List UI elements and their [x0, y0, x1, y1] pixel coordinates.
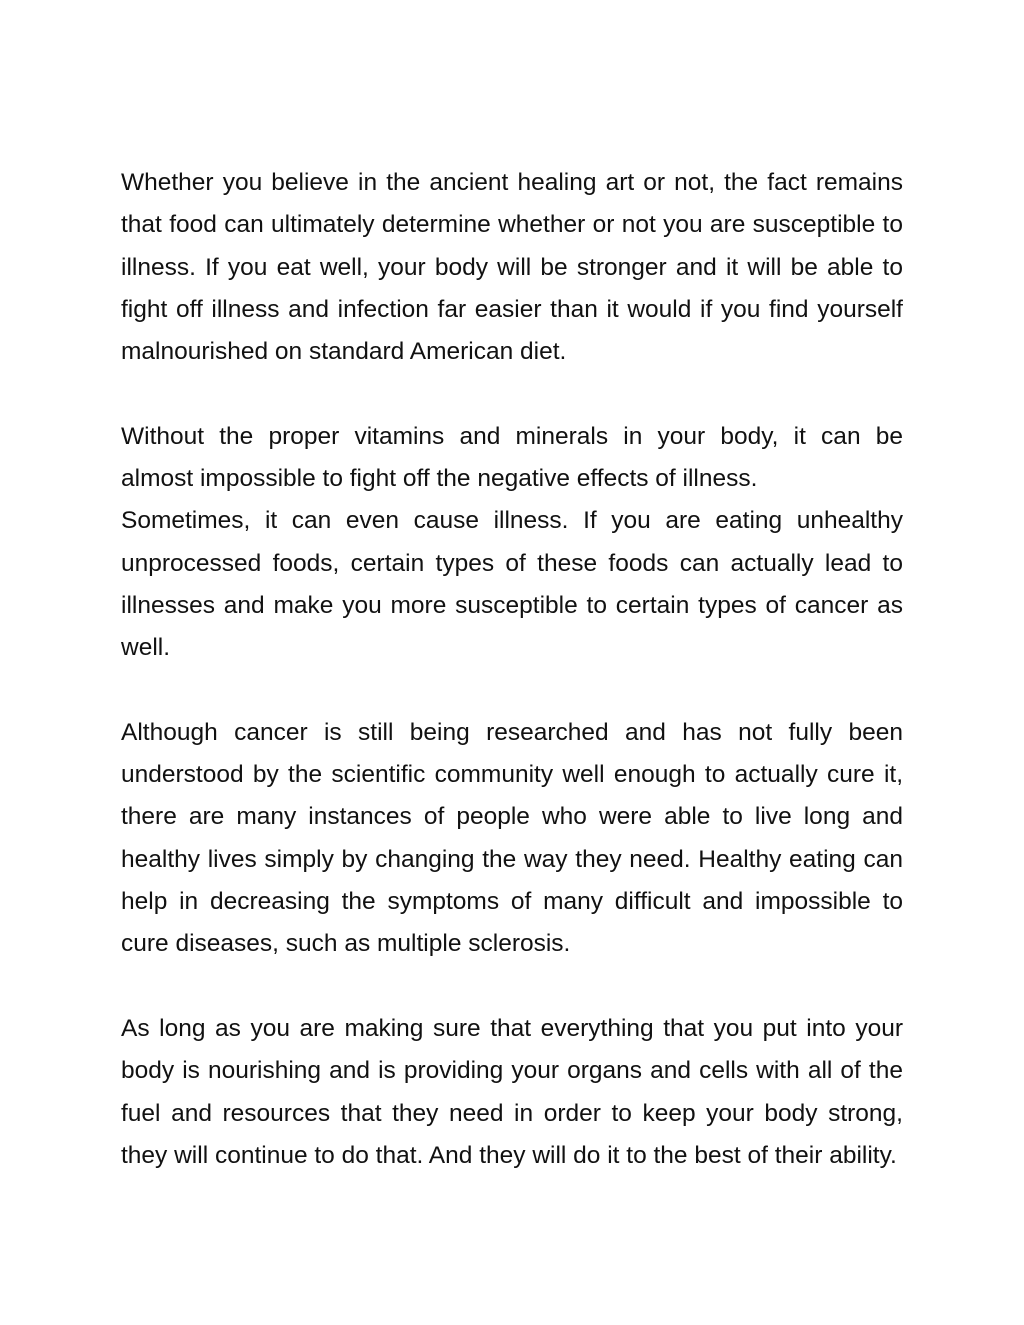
paragraph-nourishing-body: As long as you are making sure that everything that you put into your body is nourishing and is providing your organs and cells with all of the fuel and resources that they need in order to keep your body strong, they will continue to do that. And they will do it to the best of their ability.: [121, 1014, 903, 1169]
body-text: [121, 162, 903, 1177]
paragraph-food-and-illness: Whether you believe in the ancient healing art or not, the fact remains that food can ultimately determine whether or not you are susceptible to illness. If you eat well, your body will be stronger and it will be able to fight off illness and infection far easier than it would if you find yourself malnourished on standard American diet.: [121, 169, 903, 366]
paragraph-line: almost impossible to fight off the negative effects of illness.: [121, 465, 758, 493]
paragraph-vitamins-and-minerals: [121, 416, 903, 670]
paragraph-line: Sometimes, it can even cause illness. If you are eating unhealthy unprocessed foods, certain types of these foods can actually lead to illnesses and make you more susceptible to certain types of cancer as well.: [121, 507, 903, 662]
paragraph-cancer-research: Although cancer is still being researched and has not fully been understood by the scientific community well enough to actually cure it, there are many instances of people who were able to live long and healthy lives simply by changing the way they need. Healthy eating can help in decreasing the symptoms of many difficult and impossible to cure diseases, such as multiple sclerosis.: [121, 718, 903, 958]
paragraph-line: Without the proper vitamins and minerals in your body, it can be: [121, 422, 903, 450]
